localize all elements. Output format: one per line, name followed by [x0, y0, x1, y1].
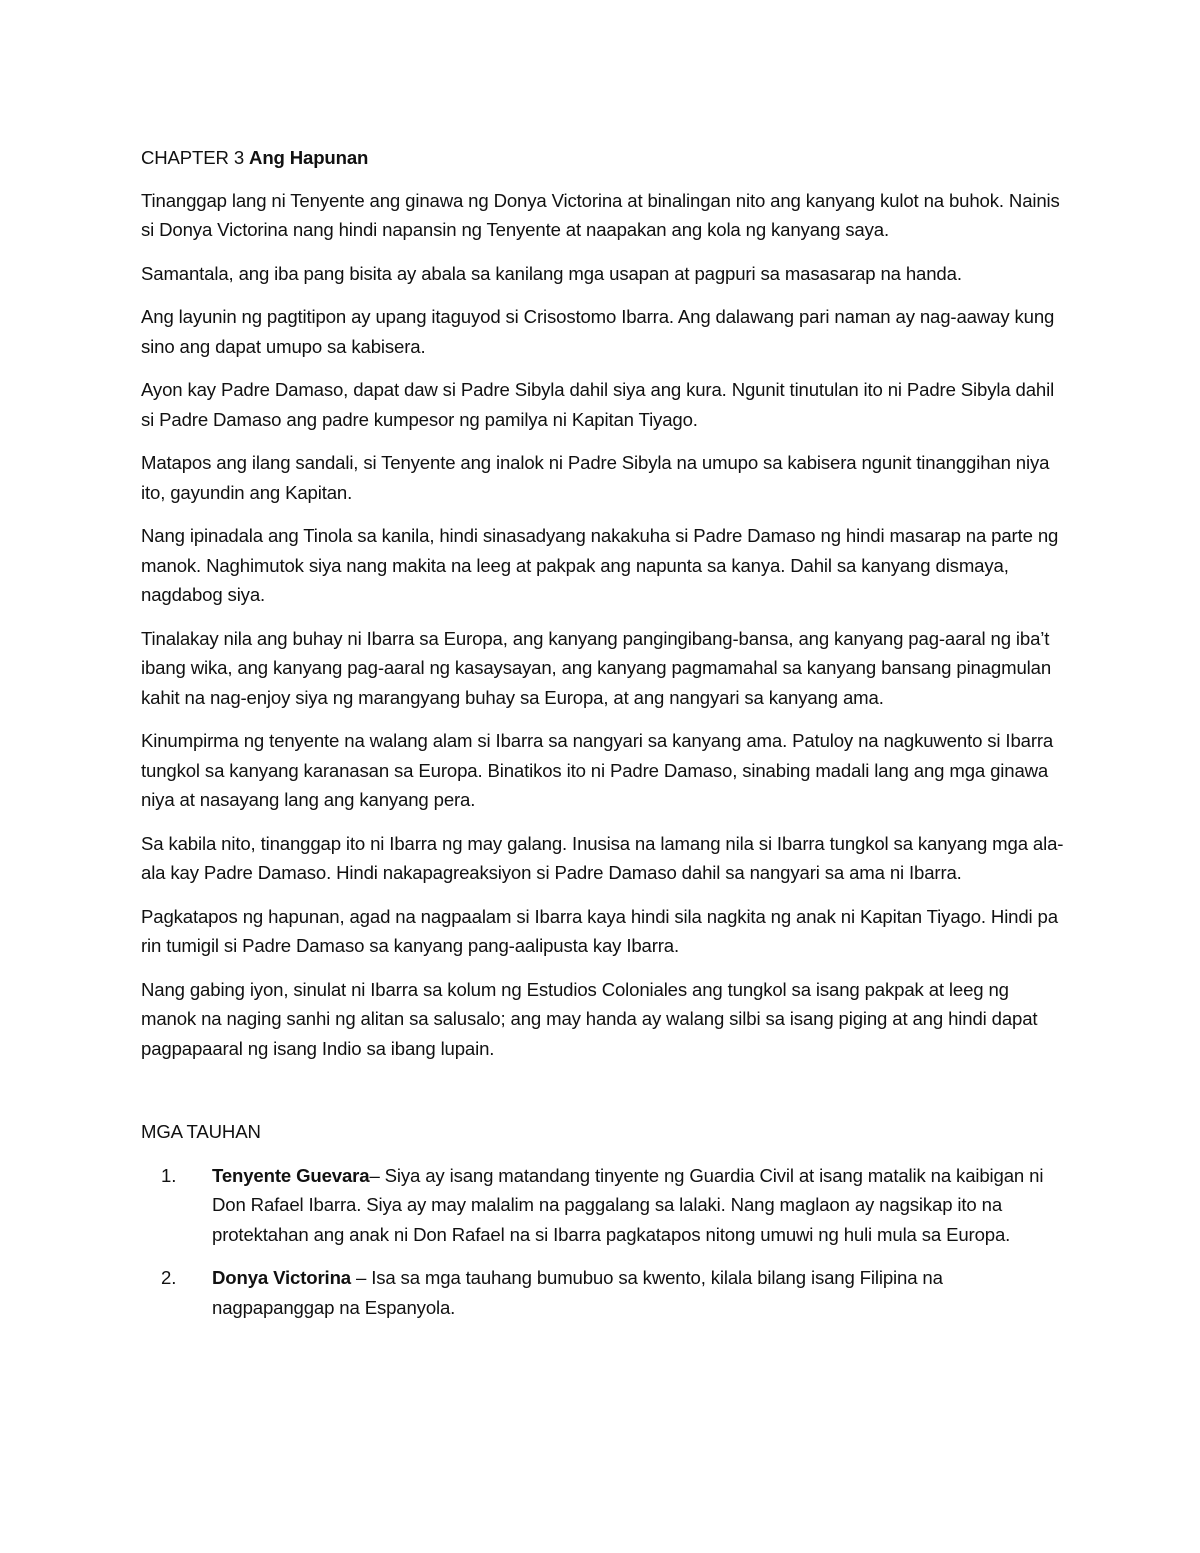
paragraph: Matapos ang ilang sandali, si Tenyente ang inalok ni Padre Sibyla na umupo sa kabisera ngunit tinanggihan niya ito, gayundin ang Kapitan.: [141, 452, 1050, 503]
chapter-label: CHAPTER 3: [141, 147, 245, 168]
paragraph: Samantala, ang iba pang bisita ay abala sa kanilang mga usapan at pagpuri sa masasarap na handa.: [141, 262, 962, 284]
paragraph: Ayon kay Padre Damaso, dapat daw si Padre Sibyla dahil siya ang kura. Ngunit tinutulan ito ni Padre Sibyla dahil si Padre Damaso ang padre kumpesor ng pamilya ni Kapitan Tiyago.: [141, 379, 1055, 430]
character-name: Donya Victorina: [212, 1267, 351, 1288]
character-name: Tenyente Guevara: [212, 1164, 370, 1186]
character-item: [141, 1161, 1066, 1250]
paragraph: Tinanggap lang ni Tenyente ang ginawa ng Donya Victorina at binalingan nito ang kanyang kulot na buhok. Nainis si Donya Victorina nang hindi napansin ng Tenyente at naapakan ang kola ng kanyang saya.: [141, 189, 1060, 240]
list-number: 1.: [161, 1164, 177, 1186]
chapter-heading: [141, 143, 1066, 173]
paragraph: Pagkatapos ng hapunan, agad na nagpaalam si Ibarra kaya hindi sila nagkita ng anak ni Kapitan Tiyago. Hindi pa rin tumigil si Padre Damaso sa kanyang pang-aalipusta kay Ibarra.: [141, 905, 1058, 956]
document-page: [141, 143, 1066, 1336]
paragraph: Nang ipinadala ang Tinola sa kanila, hindi sinasadyang nakakuha si Padre Damaso ng hindi masarap na parte ng manok. Naghimutok siya nang makita na leeg at pakpak ang napunta sa kanya. Dahil sa kanyang dismaya, nagdabog siya.: [141, 525, 1059, 605]
chapter-title: Ang Hapunan: [249, 147, 369, 168]
characters-section-title: MGA TAUHAN: [141, 1121, 261, 1142]
paragraph: Tinalakay nila ang buhay ni Ibarra sa Europa, ang kanyang pangingibang-bansa, ang kanyang pag-aaral ng iba’t ibang wika, ang kanyang pag-aaral ng kasaysayan, ang kanyang pagmamahal sa kanyang bansang pinagmulan kahit na nag-enjoy siya ng marangyang buhay sa Europa, at ang nangyari sa kanyang ama.: [141, 627, 1052, 708]
characters-list: [141, 1161, 1066, 1323]
paragraph: Sa kabila nito, tinanggap ito ni Ibarra ng may galang. Inusisa na lamang nila si Ibarra tungkol sa kanyang mga ala-ala kay Padre Damaso. Hindi nakapagreaksiyon si Padre Damaso dahil sa nangyari sa ama ni Ibarra.: [141, 832, 1064, 883]
character-description: – Isa sa mga tauhang bumubuo sa kwento, kilala bilang isang Filipina na nagpapanggap na Espanyola.: [212, 1267, 943, 1318]
character-item: [141, 1263, 1066, 1322]
list-number: 2.: [161, 1267, 177, 1288]
paragraph: Kinumpirma ng tenyente na walang alam si Ibarra sa nangyari sa kanyang ama. Patuloy na nagkuwento si Ibarra tungkol sa kanyang karanasan sa Europa. Binatikos ito ni Padre Damaso, sinabing madali lang ang mga ginawa niya at nasayang lang ang kanyang pera.: [141, 730, 1054, 810]
paragraph: Nang gabing iyon, sinulat ni Ibarra sa kolum ng Estudios Coloniales ang tungkol sa isang pakpak at leeg ng manok na naging sanhi ng alitan sa salusalo; ang may handa ay walang silbi sa isang piging at ang hindi dapat pagpapaaral ng isang Indio sa ibang lupain.: [141, 978, 1038, 1059]
paragraph: Ang layunin ng pagtitipon ay upang itaguyod si Crisostomo Ibarra. Ang dalawang pari naman ay nag-aaway kung sino ang dapat umupo sa kabisera.: [141, 306, 1055, 357]
character-description: – Siya ay isang matandang tinyente ng Guardia Civil at isang matalik na kaibigan ni Don Rafael Ibarra. Siya ay may malalim na paggalang sa lalaki. Nang maglaon ay nagsikap ito na protektahan ang anak ni Don Rafael na si Ibarra pagkatapos nitong umuwi ng huli mula sa Europa.: [212, 1164, 1044, 1245]
